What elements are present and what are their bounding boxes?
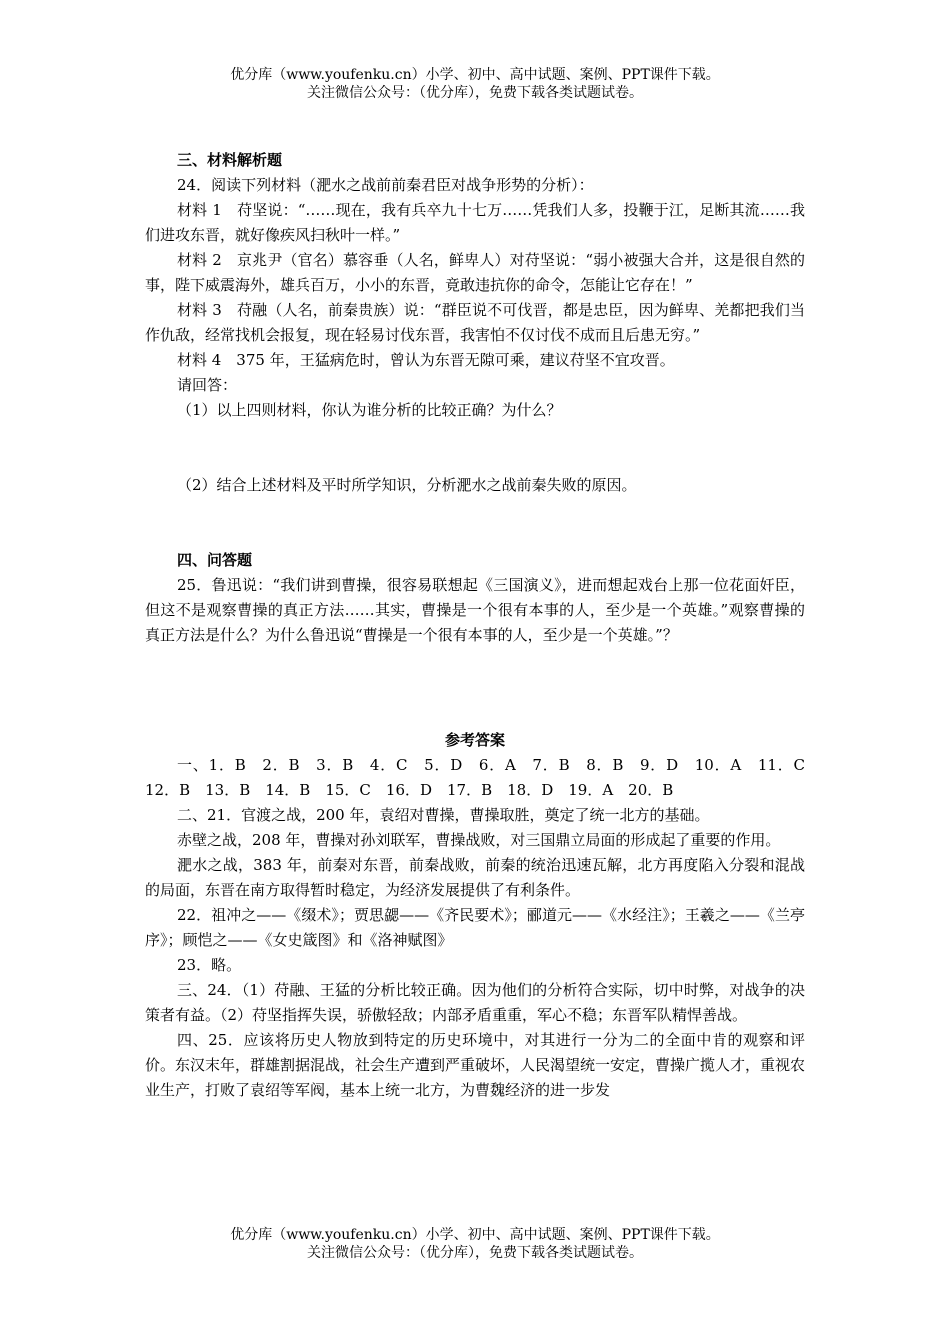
answer-24: 三、24．（1）苻融、王猛的分析比较正确。因为他们的分析符合实际，切中时弊，对战争的决策者有益。（2）苻坚指挥失误，骄傲轻敌；内部矛盾重重，军心不稳；东晋军队精悍善战。 (145, 981, 805, 1024)
answer-25: 四、25．应该将历史人物放到特定的历史环境中，对其进行一分为二的全面中肯的观察和评价。东汉末年，群雄割据混战，社会生产遭到严重破坏，人民渴望统一安定，曹操广揽人才，重视农业生产，打败了袁绍等军阀，基本上统一北方，为曹魏经济的进一步发 (145, 1031, 806, 1099)
page-footer (0, 1226, 950, 1262)
material-3: 材料 3 苻融（人名，前秦贵族）说：“群臣说不可伐晋，都是忠臣，因为鲜卑、羌都把我们当作仇敌，经常找机会报复，现在轻易讨伐东晋，我害怕不仅讨伐不成而且后患无穷。” (145, 301, 805, 344)
answer-space-1 (145, 423, 805, 473)
answer-21-guandu: 二、21．官渡之战，200 年，袁绍对曹操，曹操取胜，奠定了统一北方的基础。 (177, 806, 710, 824)
answer-prompt: 请回答： (177, 376, 238, 394)
header-line-2: 关注微信公众号：（优分库），免费下载各类试题试卷。 (307, 85, 643, 101)
answers-title: 参考答案 (444, 731, 505, 749)
material-2: 材料 2 京兆尹（官名）慕容垂（人名，鲜卑人）对苻坚说：“弱小被强大合并，这是很自然的事，陛下威震海外，雄兵百万，小小的东晋，竟敢违抗你的命令，怎能让它存在！” (145, 251, 805, 294)
sub-question-2: （2）结合上述材料及平时所学知识，分析淝水之战前秦失败的原因。 (177, 476, 637, 494)
material-4: 材料 4 375 年，王猛病危时，曾认为东晋无隙可乘，建议苻坚不宜攻晋。 (177, 351, 675, 369)
answer-21-chibi: 赤壁之战，208 年，曹操对孙刘联军，曹操战败，对三国鼎立局面的形成起了重要的作用。 (177, 831, 781, 849)
material-1: 材料 1 苻坚说：“……现在，我有兵卒九十七万……凭我们人多，投鞭于江，足断其流……我们进攻东晋，就好像疾风扫秋叶一样。” (145, 201, 805, 244)
section-4-title: 四、问答题 (177, 551, 253, 569)
header-line-1: 优分库（www.youfenku.cn）小学、初中、高中试题、案例、PPT课件下载。 (230, 67, 720, 83)
answer-space-3 (145, 648, 805, 728)
answer-23: 23．略。 (177, 956, 242, 974)
footer-line-1: 优分库（www.youfenku.cn）小学、初中、高中试题、案例、PPT课件下载。 (230, 1227, 720, 1243)
question-24-intro: 24．阅读下列材料（淝水之战前前秦君臣对战争形势的分析）： (177, 176, 594, 194)
document-body (145, 148, 821, 1103)
answer-21-feishui: 淝水之战，383 年，前秦对东晋，前秦战败，前秦的统治迅速瓦解，北方再度陷入分裂和混战的局面，东晋在南方取得暂时稳定，为经济发展提供了有利条件。 (145, 856, 805, 899)
answer-multiple-choice: 一、1．B 2．B 3．B 4．C 5．D 6．A 7．B 8．B 9．D 10．A 11．C 12．B 13．B 14．B 15．C 16．D 17．B 18．D 19．A 20．B (145, 756, 821, 799)
page-header (0, 66, 950, 102)
answer-space-2 (145, 498, 805, 548)
question-25: 25．鲁迅说：“我们讲到曹操，很容易联想起《三国演义》，进而想起戏台上那一位花面奸臣，但这不是观察曹操的真正方法……其实，曹操是一个很有本事的人，至少是一个英雄。”观察曹操的真正方法是什么？为什么鲁迅说“曹操是一个很有本事的人，至少是一个英雄。”？ (145, 576, 805, 644)
footer-line-2: 关注微信公众号：（优分库），免费下载各类试题试卷。 (307, 1245, 643, 1261)
section-3-title: 三、材料解析题 (177, 151, 283, 169)
answer-22: 22．祖冲之——《缀术》；贾思勰——《齐民要术》；郦道元——《水经注》；王羲之——《兰亭序》；顾恺之——《女史箴图》和《洛神赋图》 (145, 906, 805, 949)
sub-question-1: （1）以上四则材料，你认为谁分析的比较正确？为什么？ (177, 401, 562, 419)
